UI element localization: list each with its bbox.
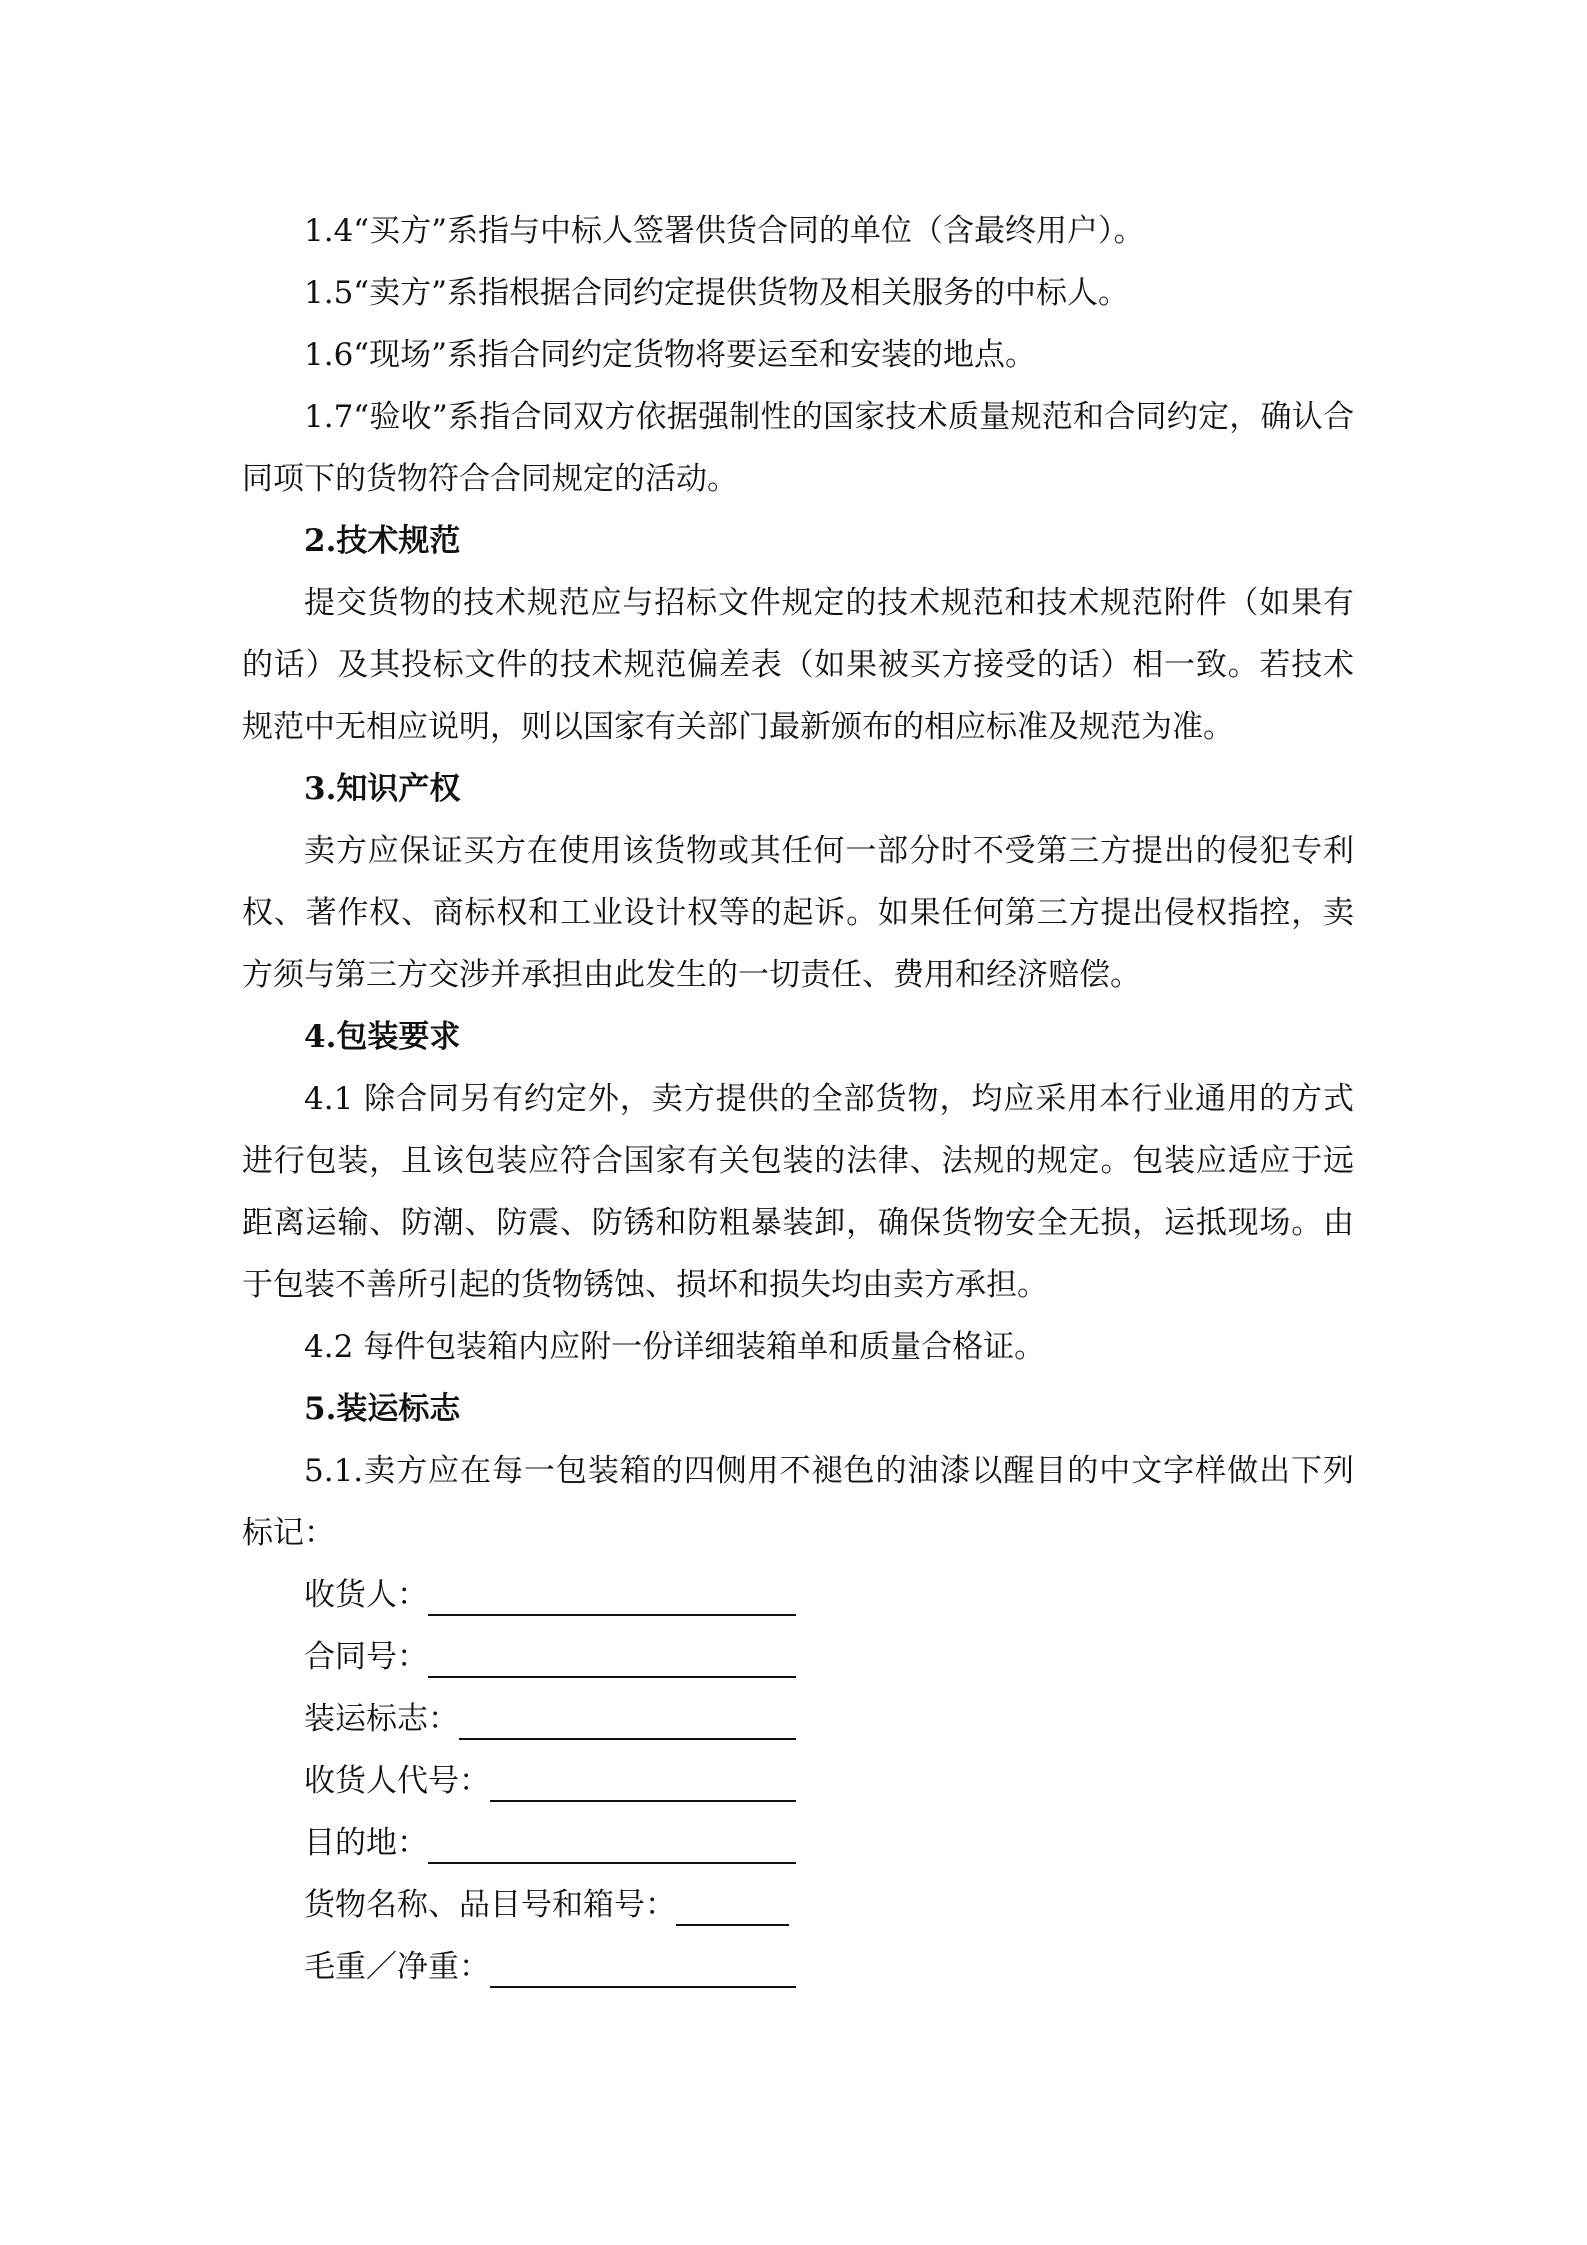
goods-name-blank-line [676, 1880, 789, 1926]
consignee-field [242, 1564, 1354, 1626]
clause-1-4: 1.4“买方”系指与中标人签署供货合同的单位（含最终用户）。 [304, 213, 1145, 249]
destination-label: 目的地： [304, 1825, 428, 1861]
shipping-mark-label: 装运标志： [304, 1701, 459, 1737]
contract-no-blank-line [428, 1632, 796, 1678]
consignee-blank-line [428, 1570, 796, 1616]
goods-name-field [242, 1874, 1354, 1936]
shipping-mark-blank-line [459, 1694, 796, 1740]
section-2-heading: 2.技术规范 [304, 523, 461, 559]
document-page [242, 200, 1354, 1998]
section-3-heading: 3.知识产权 [304, 771, 461, 807]
weight-field [242, 1936, 1354, 1998]
consignee-label: 收货人： [304, 1577, 428, 1613]
goods-name-label: 货物名称、品目号和箱号： [304, 1887, 676, 1923]
clause-5-1: 5.1.卖方应在每一包装箱的四侧用不褪色的油漆以醒目的中文字样做出下列标记： [242, 1453, 1354, 1551]
destination-blank-line [428, 1818, 796, 1864]
section-3-body: 卖方应保证买方在使用该货物或其任何一部分时不受第三方提出的侵犯专利权、著作权、商标权和工业设计权等的起诉。如果任何第三方提出侵权指控，卖方须与第三方交涉并承担由此发生的一切责任、费用和经济赔偿。 [242, 833, 1354, 993]
weight-blank-line [490, 1942, 796, 1988]
consignee-code-field [242, 1750, 1354, 1812]
destination-field [242, 1812, 1354, 1874]
contract-no-label: 合同号： [304, 1639, 428, 1675]
section-4-heading: 4.包装要求 [304, 1019, 461, 1055]
clause-1-7: 1.7“验收”系指合同双方依据强制性的国家技术质量规范和合同约定，确认合同项下的货物符合合同规定的活动。 [242, 399, 1354, 497]
consignee-code-label: 收货人代号： [304, 1763, 490, 1799]
clause-1-6: 1.6“现场”系指合同约定货物将要运至和安装的地点。 [304, 337, 1036, 373]
section-5-heading: 5.装运标志 [304, 1391, 461, 1427]
consignee-code-blank-line [490, 1756, 796, 1802]
contract-no-field [242, 1626, 1354, 1688]
clause-4-2: 4.2 每件包装箱内应附一份详细装箱单和质量合格证。 [304, 1329, 1046, 1365]
shipping-mark-field [242, 1688, 1354, 1750]
clause-1-5: 1.5“卖方”系指根据合同约定提供货物及相关服务的中标人。 [304, 275, 1129, 311]
clause-4-1: 4.1 除合同另有约定外，卖方提供的全部货物，均应采用本行业通用的方式进行包装，且该包装应符合国家有关包装的法律、法规的规定。包装应适应于远距离运输、防潮、防震、防锈和防粗暴装卸，确保货物安全无损，运抵现场。由于包装不善所引起的货物锈蚀、损坏和损失均由卖方承担。 [242, 1081, 1354, 1303]
weight-label: 毛重／净重： [304, 1949, 490, 1985]
section-2-body: 提交货物的技术规范应与招标文件规定的技术规范和技术规范附件（如果有的话）及其投标文件的技术规范偏差表（如果被买方接受的话）相一致。若技术规范中无相应说明，则以国家有关部门最新颁布的相应标准及规范为准。 [242, 585, 1354, 745]
